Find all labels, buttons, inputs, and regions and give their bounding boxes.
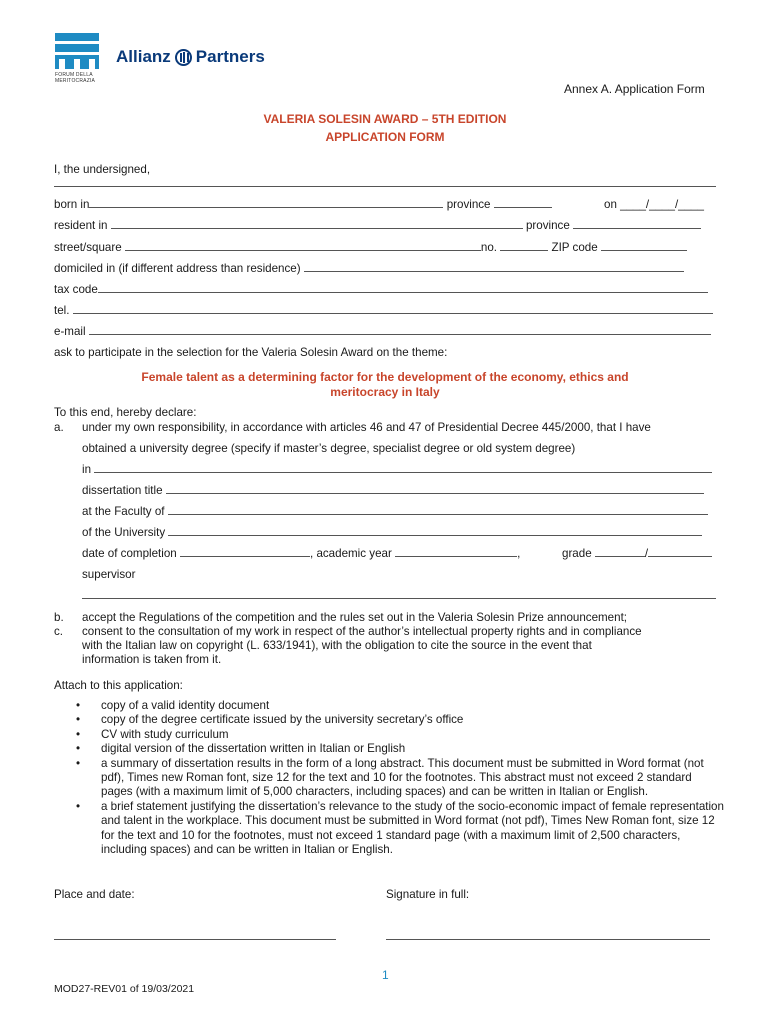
name-field[interactable]: [54, 177, 716, 190]
signature-field[interactable]: [386, 930, 710, 943]
university-row: [82, 526, 702, 539]
street-label: street/square: [54, 241, 122, 254]
form-title: APPLICATION FORM: [325, 130, 445, 144]
birth-row: [54, 198, 552, 211]
residence-province-field[interactable]: [573, 219, 701, 229]
email-row: [54, 325, 711, 338]
birthplace-field[interactable]: [89, 198, 443, 208]
completion-row: date of completion , academic year ,: [82, 547, 521, 560]
declare-intro: To this end, hereby declare:: [54, 406, 197, 419]
date-completion-label: date of completion: [82, 547, 177, 560]
item-c-text-3: information is taken from it.: [82, 653, 222, 666]
forum-logo-mark: [74, 59, 80, 69]
forum-logo-mark: [55, 33, 99, 41]
zip-label: ZIP code: [551, 241, 598, 254]
degree-in-row: [82, 463, 712, 476]
item-a-text-2: obtained a university degree (specify if master’s degree, specialist degree or old system degree): [82, 442, 576, 455]
undersigned-label: I, the undersigned,: [54, 163, 151, 176]
supervisor-field[interactable]: [82, 589, 716, 602]
birthdate-group: [604, 198, 704, 211]
academic-year-field[interactable]: [395, 547, 517, 557]
supervisor-label: supervisor: [82, 568, 136, 581]
tax-code-field[interactable]: [98, 283, 708, 293]
ask-text: ask to participate in the selection for the Valeria Solesin Award on the theme:: [54, 346, 448, 359]
item-b-marker: b.: [54, 611, 64, 624]
attach-intro: Attach to this application:: [54, 679, 183, 692]
grade-max-field[interactable]: [648, 547, 712, 557]
dissertation-row: [82, 484, 704, 497]
faculty-field[interactable]: [168, 505, 708, 515]
zip-field[interactable]: [601, 241, 687, 251]
tax-code-label: tax code: [54, 283, 98, 296]
list-item: • a brief statement justifying the dissertation’s relevance to the study of the socio-economic impact of female representation and talent in the workplace. This document must be submitted in Word format (not pdf), Times New Roman font, size 12 for the text and 10 for the footnotes, must not exceed 1 standard page (with a maximum limit of 2,500 characters, including spaces) and can be written in Italian or English.: [74, 800, 724, 858]
tax-code-row: [54, 283, 708, 296]
university-label: of the University: [82, 526, 166, 539]
born-in-label: born in: [54, 198, 90, 211]
list-item: • digital version of the dissertation written in Italian or English: [74, 742, 724, 756]
residence-row: [54, 219, 701, 232]
domicile-field[interactable]: [304, 262, 684, 272]
item-a-text: under my own responsibility, in accordance with articles 46 and 47 of Presidential Decree 445/2000, that I have: [82, 421, 651, 434]
domiciled-label: domiciled in (if different address than residence): [54, 262, 301, 275]
page-number: 1: [382, 968, 389, 982]
street-row: [54, 241, 687, 254]
document-code: MOD27-REV01 of 19/03/2021: [54, 983, 195, 995]
item-b-text: accept the Regulations of the competition and the rules set out in the Valeria Solesin Prize announcement;: [82, 611, 628, 624]
allianz-logo: [116, 47, 265, 67]
tel-row: [54, 304, 713, 317]
street-field[interactable]: [125, 241, 481, 251]
place-date-label: Place and date:: [54, 888, 135, 901]
tel-field[interactable]: [73, 304, 713, 314]
birthdate-field[interactable]: ____/____/____: [620, 198, 704, 211]
signature-label: Signature in full:: [386, 888, 470, 901]
place-date-field[interactable]: [54, 930, 336, 943]
partners-logo-text: Partners: [195, 47, 265, 66]
province-label: province: [446, 198, 491, 211]
forum-logo-mark: [55, 44, 99, 52]
item-c-marker: c.: [54, 625, 64, 638]
list-item: • CV with study curriculum: [74, 728, 724, 742]
faculty-label: at the Faculty of: [82, 505, 165, 518]
grade-field[interactable]: [595, 547, 645, 557]
forum-logo-text: FORUM DELLA MERITOCRAZIA: [55, 72, 96, 84]
dissertation-title-field[interactable]: [166, 484, 704, 494]
theme-line-1: Female talent as a determining factor for the development of the economy, ethics and: [141, 370, 629, 384]
university-field[interactable]: [168, 526, 702, 536]
residence-field[interactable]: [111, 219, 523, 229]
province-label: province: [525, 219, 570, 232]
theme-line-2: meritocracy in Italy: [330, 385, 440, 399]
grade-label: grade: [562, 547, 592, 560]
domicile-row: [54, 262, 684, 275]
item-c-text-2: with the Italian law on copyright (L. 633/1941), with the obligation to cite the source in the event that: [82, 639, 592, 652]
attachment-list: [74, 699, 724, 857]
list-item: • a summary of dissertation results in the form of a long abstract. This document must be submitted in Word format (not pdf), Times new Roman font, size 12 for the text and 10 for the footnotes. This abstract must not exceed 2 standard pages (with a maximum limit of 5,000 characters, including spaces) and can be written in Italian or English.: [74, 757, 724, 800]
resident-in-label: resident in: [54, 219, 108, 232]
faculty-row: [82, 505, 708, 518]
email-label: e-mail: [54, 325, 86, 338]
list-item: • copy of a valid identity document: [74, 699, 724, 713]
forum-logo-mark: [89, 59, 95, 69]
on-label: on: [604, 198, 617, 211]
allianz-logo-text: Allianz: [116, 47, 171, 66]
item-a-marker: a.: [54, 421, 64, 434]
birth-province-field[interactable]: [494, 198, 552, 208]
tel-label: tel.: [54, 304, 70, 317]
in-label: in: [82, 463, 92, 476]
email-field[interactable]: [89, 325, 711, 335]
dissertation-label: dissertation title: [82, 484, 163, 497]
forum-logo: [55, 33, 99, 85]
degree-subject-field[interactable]: [94, 463, 712, 473]
allianz-eagle-icon: [175, 49, 192, 66]
no-label: no.: [480, 241, 498, 254]
list-item: • copy of the degree certificate issued by the university secretary’s office: [74, 713, 724, 727]
grade-row: grade /: [562, 547, 712, 560]
forum-logo-mark: [59, 59, 65, 69]
item-c-text-1: consent to the consultation of my work in respect of the author’s intellectual property rights and in compliance: [82, 625, 642, 638]
street-number-field[interactable]: [500, 241, 548, 251]
academic-year-label: academic year: [316, 547, 392, 560]
annex-label: Annex A. Application Form: [564, 82, 705, 96]
award-title: VALERIA SOLESIN AWARD – 5TH EDITION: [263, 112, 507, 126]
date-completion-field[interactable]: [180, 547, 310, 557]
